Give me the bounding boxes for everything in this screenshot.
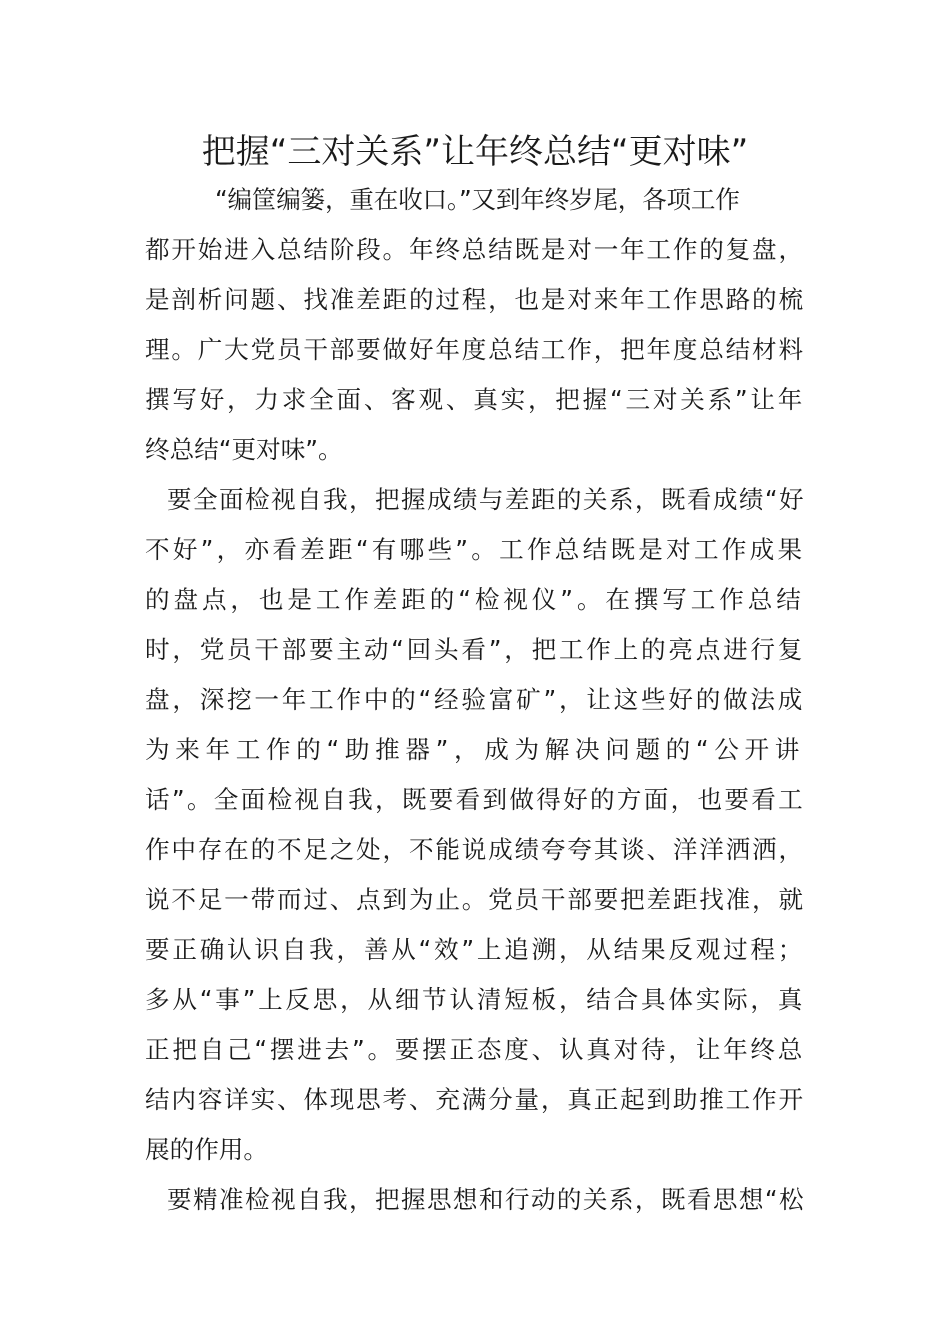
text-line: 展的作用。: [145, 1135, 268, 1164]
text-line: 时，党员干部要主动“回头看”，把工作上的亮点进行复: [145, 635, 806, 664]
text-line: 要精准检视自我，把握思想和行动的关系，既看思想“松: [167, 1185, 805, 1214]
text-line: 要正确认识自我，善从“效”上追溯，从结果反观过程；: [145, 935, 806, 964]
text-line: 为来年工作的“助推器”，成为解决问题的“公开讲: [145, 735, 806, 764]
text-line: 终总结“更对味”。: [145, 435, 343, 464]
text-line: 说不足一带而过、点到为止。党员干部要把差距找准，就: [145, 885, 805, 914]
text-line: “编筐编篓，重在收口。”又到年终岁尾，各项工作: [215, 185, 740, 214]
text-line: 盘，深挖一年工作中的“经验富矿”，让这些好的做法成: [145, 685, 806, 714]
text-line: 的盘点，也是工作差距的“检视仪”。在撰写工作总结: [145, 585, 805, 614]
text-line: 结内容详实、体现思考、充满分量，真正起到助推工作开: [145, 1085, 805, 1114]
text-line: 理。广大党员干部要做好年度总结工作，把年度总结材料: [145, 335, 805, 364]
text-line: 作中存在的不足之处，不能说成绩夸夸其谈、洋洋洒洒，: [145, 835, 805, 864]
text-line: 正把自己“摆进去”。要摆正态度、认真对待，让年终总: [145, 1035, 806, 1064]
text-line: 撰写好，力求全面、客观、真实，把握“三对关系”让年: [145, 385, 806, 414]
text-line: 都开始进入总结阶段。年终总结既是对一年工作的复盘，: [145, 235, 805, 264]
text-line: 话”。全面检视自我，既要看到做得好的方面，也要看工: [145, 785, 805, 814]
text-line: 多从“事”上反思，从细节认清短板，结合具体实际，真: [145, 985, 806, 1014]
text-line: 是剖析问题、找准差距的过程，也是对来年工作思路的梳: [145, 285, 805, 314]
document-title: 把握“三对关系”让年终总结“更对味”: [201, 132, 749, 172]
text-line: 不好”，亦看差距“有哪些”。工作总结既是对工作成果: [145, 535, 806, 564]
text-line: 要全面检视自我，把握成绩与差距的关系，既看成绩“好: [167, 485, 805, 514]
